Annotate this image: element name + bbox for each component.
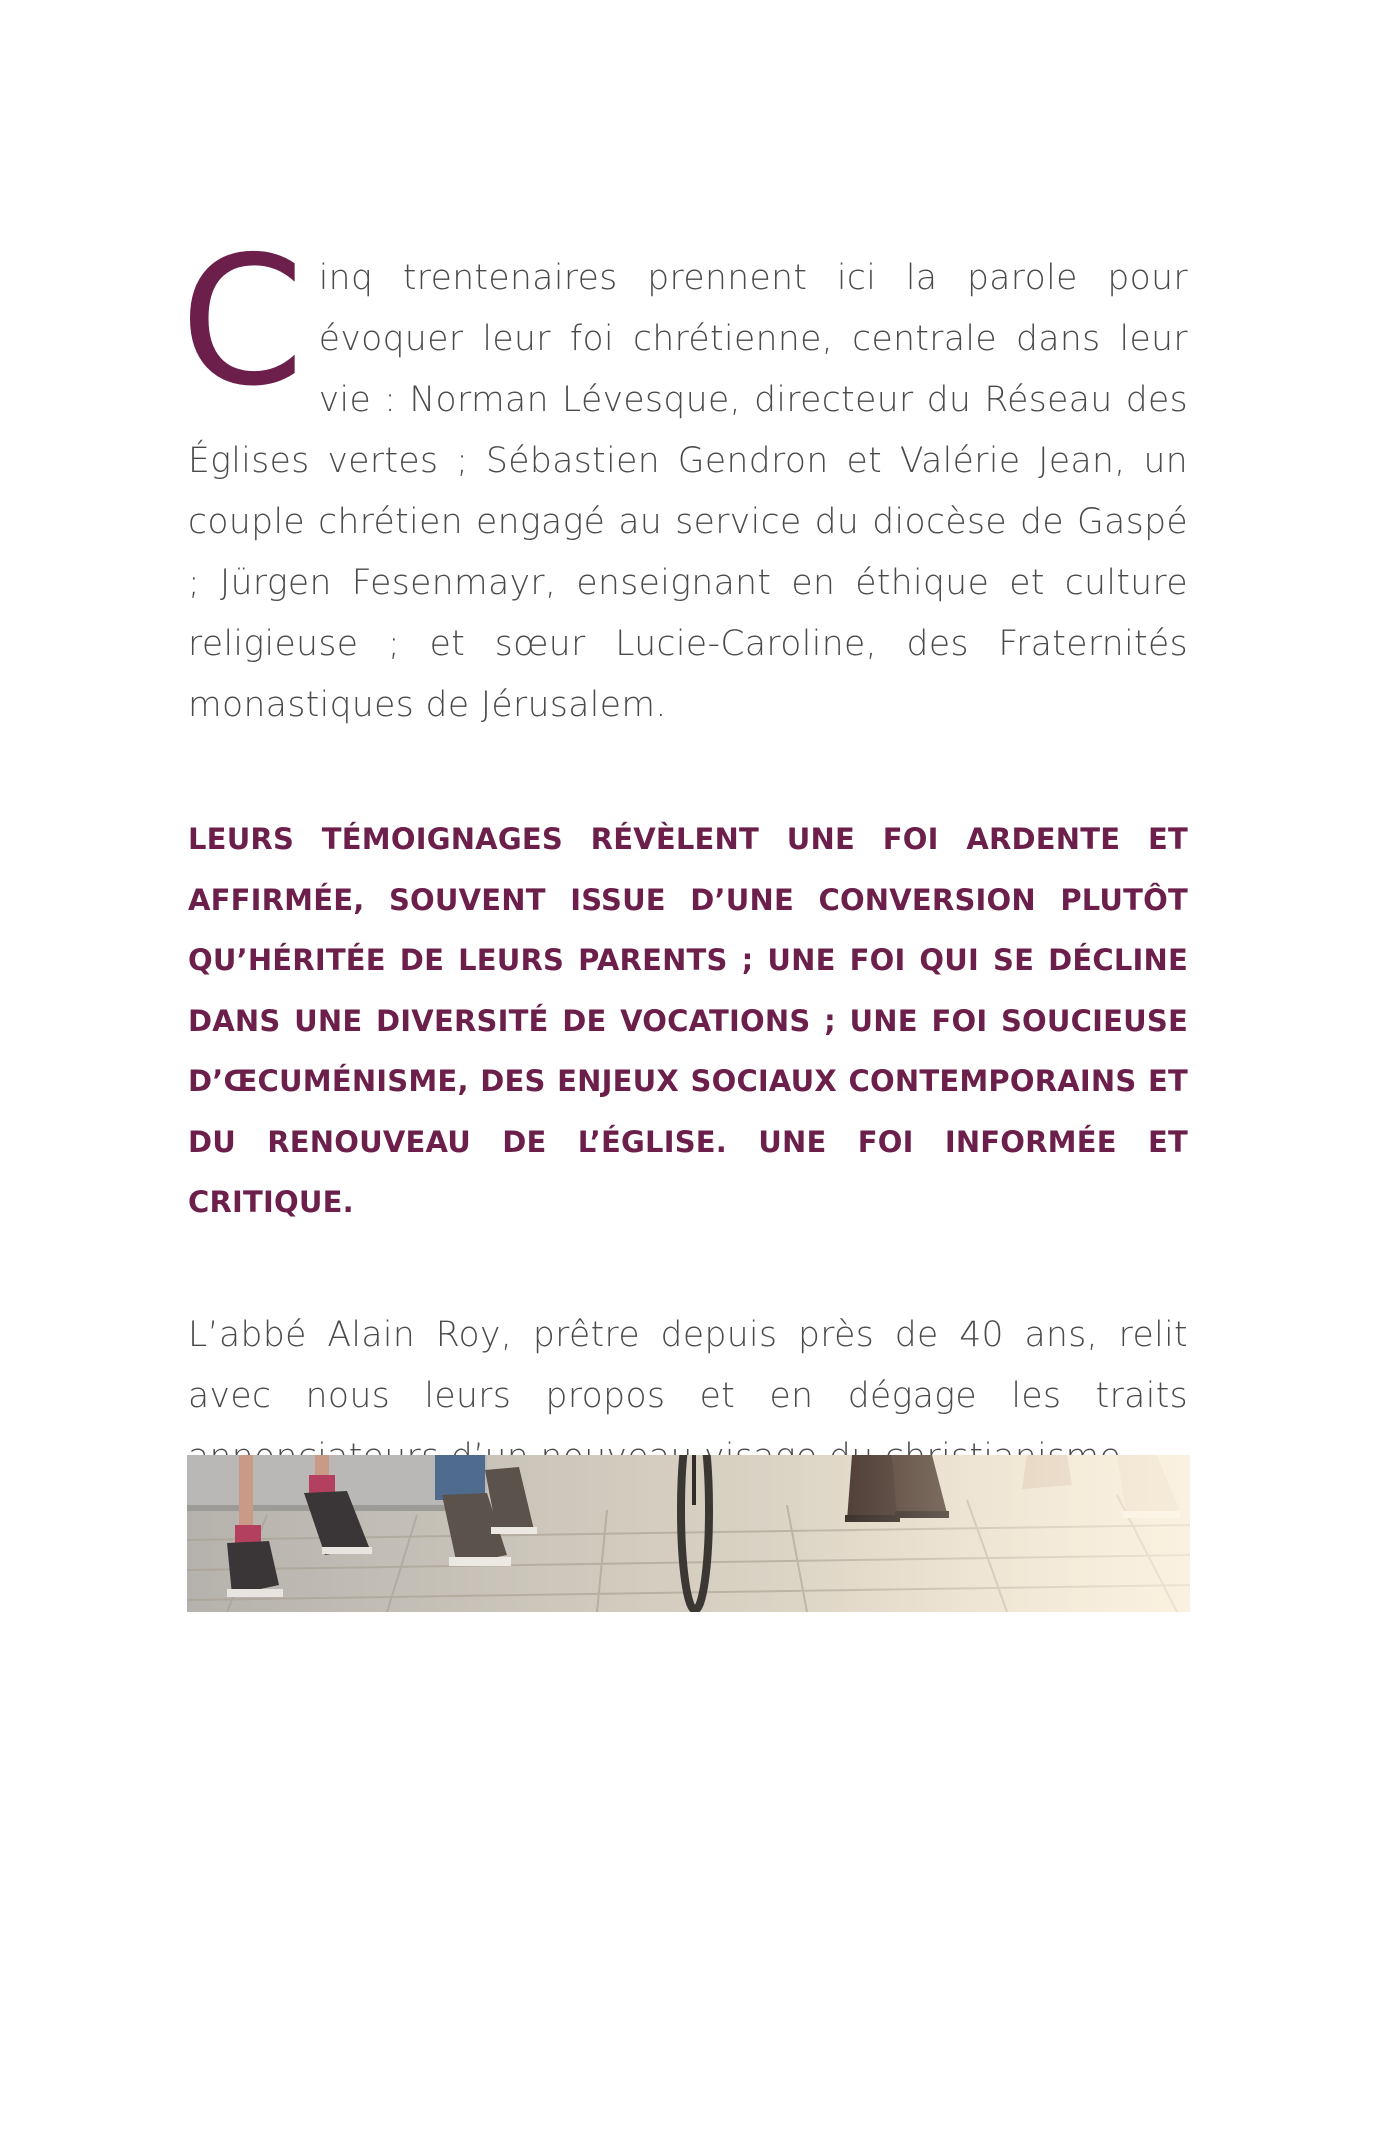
drop-cap: C (180, 218, 305, 425)
intro-paragraph (180, 218, 1188, 736)
intro-text: inq trentenaires prennent ici la parole pour évoquer leur foi chrétienne, centrale dans leur vie : Norman Lévesque, directeur du Réseau des Églises vertes ; Sébastien Gendron et Valérie Jean, un couple chrétien engagé au service du diocèse de Gaspé ; Jürgen Fesenmayr, enseignant en éthique et culture religieuse ; et sœur Lucie-Caroline, des Fraternités monastiques de Jérusalem. (188, 258, 1188, 725)
highlight-paragraph: LEURS TÉMOIGNAGES RÉVÈLENT UNE FOI ARDENTE ET AFFIRMÉE, SOUVENT ISSUE D’UNE CONVERSION PLUTÔT QU’HÉRITÉE DE LEURS PARENTS ; UNE FOI QUI SE DÉCLINE DANS UNE DIVERSITÉ DE VOCATIONS ; UNE FOI SOUCIEUSE D’ŒCUMÉNISME, DES ENJEUX SOCIAUX CONTEMPORAINS ET DU RENOUVEAU DE L’ÉGLISE. UNE FOI INFORMÉE ET CRITIQUE. (188, 822, 1188, 1219)
closing-paragraph: L’abbé Alain Roy, prêtre depuis près de 40 ans, relit avec nous leurs propos et en dégage les traits (188, 1314, 1188, 1416)
feet-photo (187, 1455, 1190, 1612)
back-cover-text (180, 218, 1188, 1488)
feet-photo-illustration (187, 1455, 1190, 1612)
